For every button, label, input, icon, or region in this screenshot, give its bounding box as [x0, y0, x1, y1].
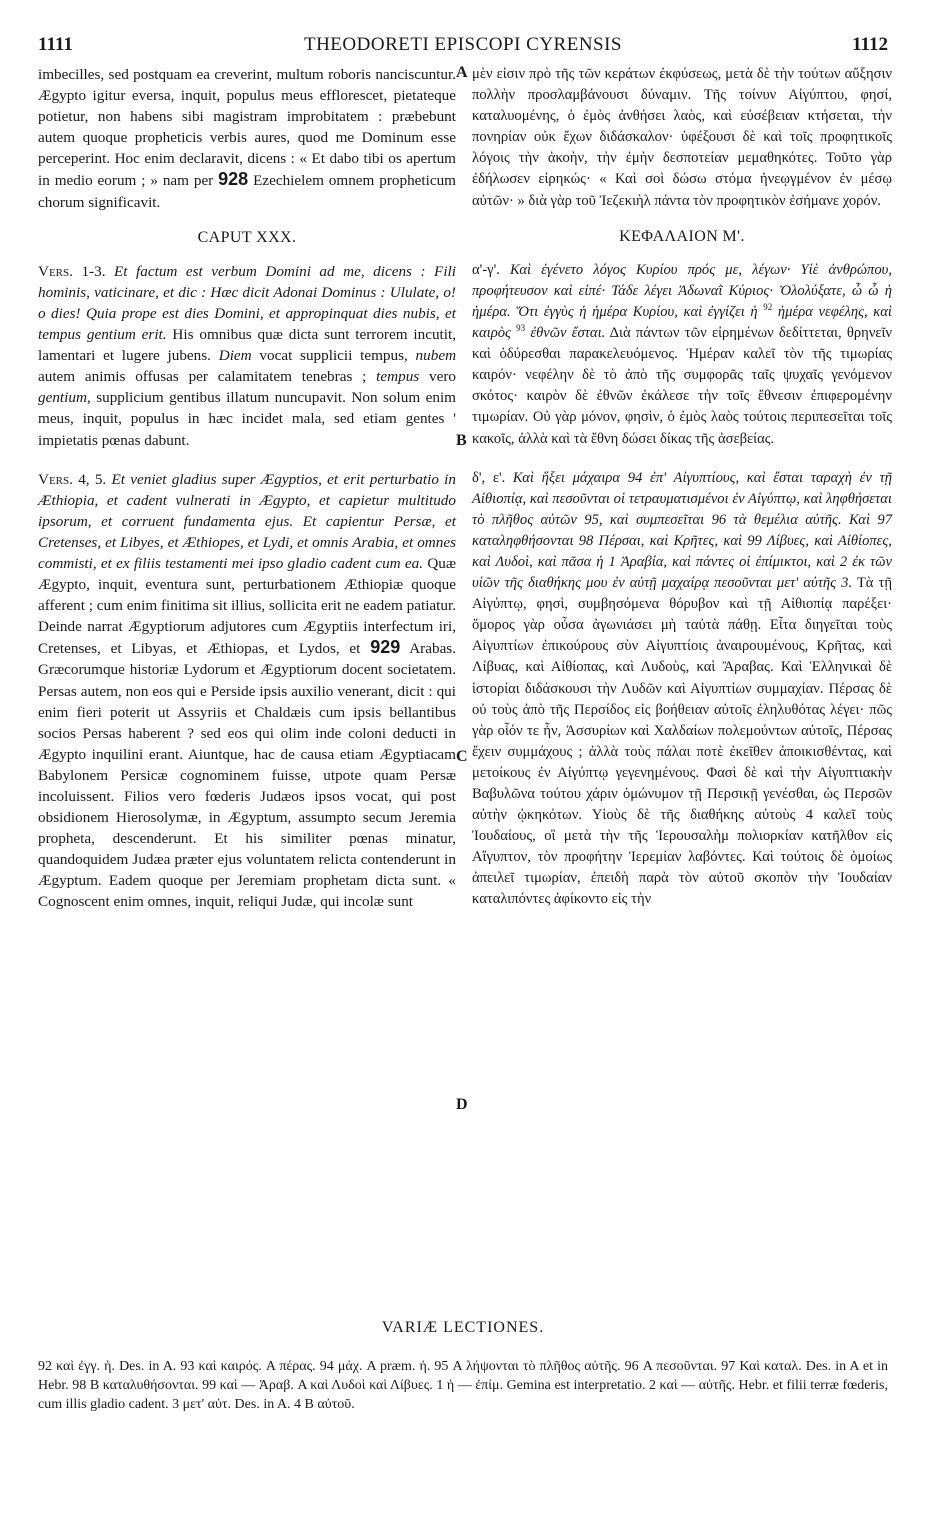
- page-header: [38, 34, 888, 62]
- margin-marker-d: D: [456, 1096, 468, 1113]
- column-number-929: 929: [370, 637, 401, 658]
- page-number-left: 1111: [38, 34, 73, 55]
- variae-lectiones-title: VARIÆ LECTIONES.: [381, 1319, 545, 1336]
- margin-marker-b: B: [456, 432, 467, 449]
- caput-heading: CAPUT XXX.: [197, 228, 297, 246]
- greek-verse-4-5: δ', ε'. Καὶ ἥξει μάχαιρα 94 ἐπ' Αἰγυπτίους, καὶ ἔσται ταραχὴ ἐν τῇ Αἰθιοπίᾳ, καὶ πεσοῦνται οἱ τετραυματισμένοι ἐν Αἰγύπτῳ, καὶ ληφθήσεται τὸ πλῆθος αὐτῶν 95, καὶ συμπεσεῖται 96 τὰ θεμέλια αὐτῆς. Καὶ 97 καταληφθήσονται 98 Πέρσαι, καὶ Κρῆτες, καὶ 99 Λίβυες, καὶ Αἰθίοπες, καὶ Λυδοὶ, καὶ πᾶσα ἡ 1 Ἀραβία, καὶ πάντες οἱ ἐπίμικτοι, καὶ 2 ἐκ τῶν υἱῶν τῆς διαθήκης μου ἐν αὐτῇ μαχαίρᾳ πεσοῦνται μετ' αὐτῆς 3. Τὰ τῇ Αἰγύπτῳ, φησὶ, συμβησόμενα θόρυβον καὶ τῇ Αἰθιοπίᾳ παρέξει· ὅμορος γὰρ οὖσα ἀγωνιάσει μὴ ταὐτὰ πάθῃ. Εἶτα διηγεῖται τοὺς Αἰγυπτίων ἐπικούρους σὺν Αἰγυπτίοις ἀναιρουμένους, Κρῆτας, καὶ Λίβυας, καὶ Αἰθίοπας, καὶ Λυδοὺς, καὶ Ἄραβας. Καὶ Ἑλληνικαὶ δὲ ἱστορίαι διδάσκουσι τὴν Λυδῶν καὶ Αἰγυπτίων συμμαχίαν. Πέρσας δὲ οὐ τοὺς ἀπὸ τῆς Περσίδος εἰς βοήθειαν αὐτοῖς ἐληλυθότας λέγει· πῶς γὰρ οἷόν τε ἦν, Ἀσσυρίων καὶ Χαλδαίων πολεμούντων αὐτοῖς, Πέρσας ἔχειν συμμάχους ; ἀλλὰ τοὺς πάλαι ποτὲ ἐκεῖθεν ἀποικισθέντας, καὶ μετοίκους ἐν Αἰγύπτῳ γεγενημένους. Φασὶ δὲ καὶ τὴν Αἰγυπτιακὴν Βαβυλῶνα τούτου χάριν ὁμώνυμον τῇ Περσικῇ γενέσθαι, ὡς Περσῶν αὐτὴν ᾠκηκότων. Υἱοὺς δὲ τῆς διαθήκης αὐτοὺς 4 καλεῖ τοὺς Ἰουδαίους, οἳ μετὰ τὴν τῆς Ἱερουσαλὴμ πολιορκίαν κατῆλθον εἰς Αἴγυπτον, τὸν προφήτην Ἱερεμίαν λαβόντες. Καὶ τούτοις δὲ ὁμοίως ἀπειλεῖ τιμωρίαν, ἐπειδὴ παρὰ τὸν αὐτοῦ σκοπὸν τὴν Ἰουδαίαν καταλιπόντες ἀφίκοντο εἰς τὴν: [472, 469, 892, 908]
- margin-marker-c: C: [456, 748, 468, 765]
- variae-lectiones-notes: 92 καὶ ἐγγ. ἡ. Des. in A. 93 καὶ καιρός. A πέρας. 94 μάχ. A præm. ἡ. 95 A λήψονται τὸ πλῆθος αὐτῆς. 96 A πεσοῦνται. 97 Καὶ καταλ. Des. in A et in Hebr. 98 B καταλυθήσονται. 99 καὶ — Ἀραβ. A καὶ Λυδοὶ καὶ Λίβυες. 1 ἡ — ἐπίμ. Gemina est interpretatio. 2 καὶ — αὐτῆς. Hebr. et filii terræ fœderis, cum illis gladio cadent. 3 μετ' αὐτ. Des. in A. 4 B αὐτοῦ.: [38, 1359, 888, 1412]
- latin-column: [38, 64, 456, 913]
- running-title: THEODORETI EPISCOPI CYRENSIS: [303, 34, 623, 55]
- kephalaion-heading: ΚΕΦΑΛΑΙΟΝ Μ'.: [619, 227, 745, 245]
- greek-column: [472, 64, 892, 911]
- column-number-928: 928: [218, 169, 249, 190]
- page-number-right: 1112: [852, 34, 888, 55]
- greek-verse-1-3: α'-γ'. Καὶ ἐγένετο λόγος Κυρίου πρός με, λέγων· Υἱὲ ἀνθρώπου, προφήτευσον καὶ εἰπέ· Τάδε λέγει Ἀδωναῒ Κύριος· Ὀλολύξατε, ὦ ὦ ἡ ἡμέρα. Ὅτι ἐγγὺς ἡ ἡμέρα Κυρίου, καὶ ἐγγίζει ἡ $^{92}$ ἡμέρα νεφέλης, καὶ καιρὸς $^{93}$ ἐθνῶν ἔσται. Διὰ πάντων τῶν εἰρημένων δεδίττεται, θρηνεῖν καὶ ὀδύρεσθαι παρακελευόμενος. Ἡμέραν καλεῖ τὸν τῆς τιμωρίας καιρόν· νεφέλην δὲ τὸ ἀπὸ τῆς συμφορᾶς ταῖς ψυχαῖς γενόμενον σκότος· καιρὸν δὲ ἐθνῶν ἐκάλεσε τὴν τοῖς ἔθνεσιν ἐπιφερομένην τιμωρίαν. Οὐ γὰρ μόνον, φησὶν, ὁ ἐμὸς λαὸς τούτοις περιπεσεῖται τοῖς κακοῖς, ἀλλὰ καὶ τὰ ἔθνη δώσει δίκας τῆς ἀσεβείας.: [472, 261, 893, 447]
- greek-paragraph-intro: μὲν εἰσιν πρὸ τῆς τῶν κεράτων ἐκφύσεως, μετὰ δὲ τὴν τούτων αὔξησιν πολλὴν προσλαμβάνουσι δύναμιν. Τῆς τοίνυν Αἰγύπτου, φησί, καταλυομένης, ὁ ἐμὸς ἀνθήσει λαὸς, καὶ εὐσέβειαν κτήσεται, τὴν πονηρίαν οὐκ ἔχων διδάσκαλον· ὑφέξουσι δὲ καὶ τοῖς προφητικοῖς λόγοις τὴν ἀκοὴν, τὴν ἐμὴν δεσποτείαν μεμαθηκότες. Τοῦτο γὰρ ἐδήλωσεν εἰρηκώς· « Καὶ σοὶ δώσω στόμα ἠνεῳγμένον ἐν μέσῳ αὐτῶν· » διὰ γὰρ τοῦ Ἰεζεκιὴλ πάντα τὸν προφητικὸν ἐσήμανε χορόν.: [472, 66, 892, 209]
- latin-verse-1-3: Vers. 1-3. Et factum est verbum Domini ad me, dicens : Fili hominis, vaticinare, et dic : Hæc dicit Adonai Dominus : Ululate, o! o dies! Quia prope est dies Domini, et appropinquat dies nubis, et tempus gentium erit. His omnibus quæ dicta sunt terrorem incutit, lamentari et lugere jubens. Diem vocat supplicii tempus, nubem autem animis offusas per calamitatem tenebras ; tempus vero gentium, supplicium gentibus illatum nuncupavit. Non solum enim meus, inquit, populus in hæc incidet mala, sed etiam gentes ' impietatis pœnas dabunt.: [38, 262, 457, 449]
- latin-verse-4-5: Vers. 4, 5. Et veniet gladius super Ægyptios, et erit perturbatio in Æthiopia, et cadent vulnerati in Ægypto, et capietur multitudo ipsorum, et corruent fundamenta ejus. Et capientur Persæ, et Cretenses, et Libyes, et Æthiopes, et Lydi, et omnis Arabia, et omnes commisti, et ex filiis testamenti mei ipso gladio cadent cum ea. Quæ Ægypto, inquit, eventura sunt, perturbationem Æthiopiæ quoque afferent ; cum enim finitima sit illius, sollicita erit ne eadem patiatur. Deinde narrat Ægyptiorum adjutores cum Ægyptiis interfectum iri, Cretenses, et Libyas, et Æthiopas, et Lydos, et 929 Arabas. Græcorumque historiæ Lydorum et Ægyptiorum docent societatem. Persas autem, non eos qui e Perside ipsis auxilio venerant, dicit : qui enim fieri poterit ut Assyriis et Chaldæis cum ipsis bellantibus socios Persas haberent ? sed eos qui olim inde coloni deducti in Ægypto inquilini erant. Aiuntque, hac de causa etiam Ægyptiacam Babylonem Persicæ cognominem fuisse, utpote quam Persæ incoluissent. Filios vero fœderis Judæos ipsos vocat, qui post obsidionem Hierosolymæ, in Ægyptum, assumpto secum Jeremia propheta, descenderunt. Et his similiter pœnas minatur, quandoquidem Judæa præter ejus voluntatem relicta contenderunt in Ægyptum. Eadem quoque per Jeremiam prophetam dicta sunt. « Cognoscent enim omnes, inquit, reliqui Judæ, qui incolæ sunt: [38, 470, 457, 911]
- margin-marker-a: A: [456, 64, 468, 81]
- latin-paragraph-intro: imbecilles, sed postquam ea creverint, multum roboris nanciscuntur. Ægypto igitur eversa, inquit, populus meus efflorescet, pietateque potietur, non habens sibi magistram improbitatem : præbebunt autem quoque propheticis verbis aures, quod me Dominum esse perceperint. Hoc enim declaravit, dicens : « Et dabo tibi os apertum in medio eorum ; » nam per 928 Ezechielem omnem propheticum chorum significavit.: [38, 66, 456, 211]
